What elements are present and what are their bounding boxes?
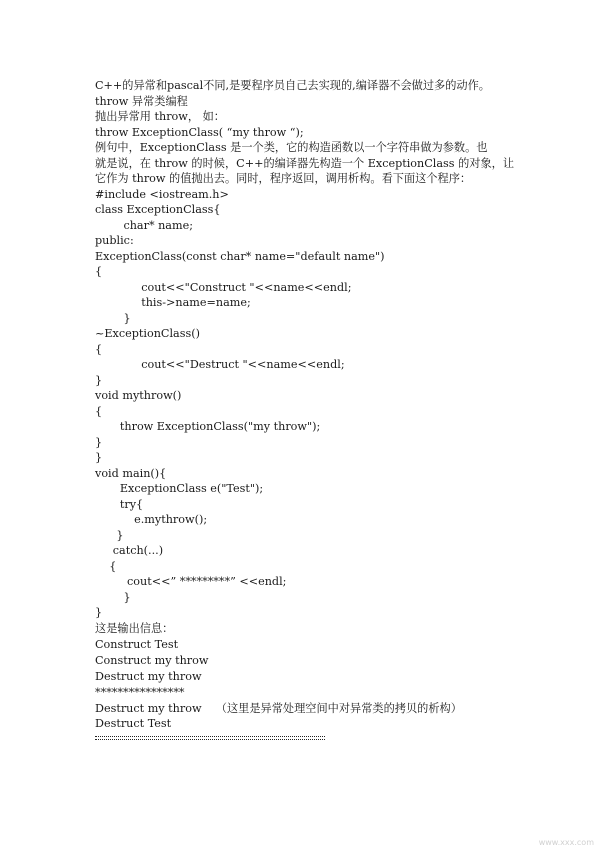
text-line: throw 异常类编程 xyxy=(95,95,188,108)
code-line: char* name; xyxy=(95,219,193,232)
code-line: e.mythrow(); xyxy=(95,513,208,526)
output-line: Destruct my throw xyxy=(95,670,202,683)
code-line: cout<<"Destruct "<<name<<endl; xyxy=(95,358,345,371)
code-line: ExceptionClass e("Test"); xyxy=(95,482,264,495)
text-line: 例句中，ExceptionClass 是一个类，它的构造函数以一个字符串做为参数。也 xyxy=(95,141,488,154)
code-line: } xyxy=(95,451,103,464)
code-line: cout<<” *********” <<endl; xyxy=(95,575,287,588)
code-line: { xyxy=(95,343,103,356)
code-line: } xyxy=(95,529,124,542)
code-line: { xyxy=(95,560,117,573)
code-line: #include <iostream.h> xyxy=(95,188,229,201)
code-line: } xyxy=(95,312,131,325)
separator-rule xyxy=(95,736,325,737)
code-line: ExceptionClass(const char* name="default name") xyxy=(95,250,385,263)
watermark: www.xxx.com xyxy=(538,838,594,847)
code-line: catch(...) xyxy=(95,544,164,557)
code-line: { xyxy=(95,405,103,418)
output-heading: 这是输出信息： xyxy=(95,622,174,635)
code-line: } xyxy=(95,591,131,604)
code-line: void main(){ xyxy=(95,467,167,480)
separator-rule xyxy=(95,739,325,740)
text-line: 就是说，在 throw 的时候，C++的编译器先构造一个 ExceptionClass 的对象，让 xyxy=(95,157,515,170)
code-line: public: xyxy=(95,234,134,247)
code-line: this->name=name; xyxy=(95,296,251,309)
output-line: Destruct my throw （这里是异常处理空间中对异常类的拷贝的析构） xyxy=(95,702,462,715)
code-line: try{ xyxy=(95,498,144,511)
text-line: throw ExceptionClass( “my throw “); xyxy=(95,126,304,139)
code-line: throw ExceptionClass("my throw"); xyxy=(95,420,321,433)
output-line: Destruct Test xyxy=(95,717,172,730)
text-line: 抛出异常用 throw， 如： xyxy=(95,110,225,123)
text-line: 它作为 throw 的值抛出去。同时，程序返回，调用析构。看下面这个程序： xyxy=(95,172,472,185)
output-line: Construct Test xyxy=(95,638,179,651)
output-line: **************** xyxy=(95,686,185,699)
code-line: ~ExceptionClass() xyxy=(95,327,200,340)
code-line: } xyxy=(95,374,103,387)
output-line: Construct my throw xyxy=(95,654,209,667)
code-line: cout<<"Construct "<<name<<endl; xyxy=(95,281,352,294)
code-line: } xyxy=(95,436,103,449)
code-line: void mythrow() xyxy=(95,389,182,402)
code-line: } xyxy=(95,606,103,619)
text-line: C++的异常和pascal不同,是要程序员自己去实现的,编译器不会做过多的动作。 xyxy=(95,79,490,92)
code-line: { xyxy=(95,265,103,278)
code-line: class ExceptionClass{ xyxy=(95,203,221,216)
